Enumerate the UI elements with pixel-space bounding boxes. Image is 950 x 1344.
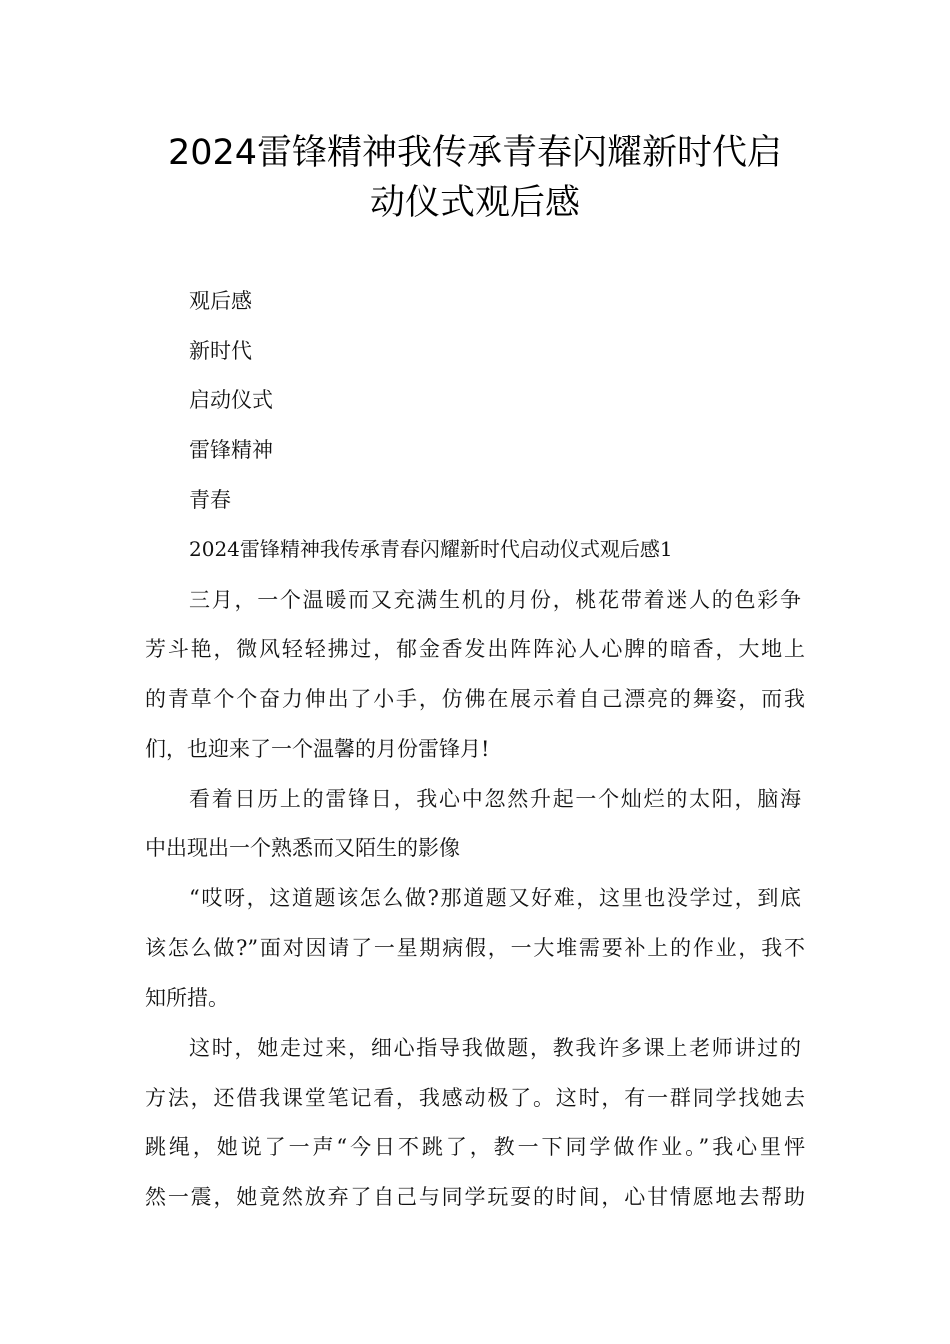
title-line-1: 2024雷锋精神我传承青春闪耀新时代启: [167, 133, 783, 173]
document-title: [120, 128, 830, 228]
paragraph-3-line-2: 该怎么做?”面对因请了一星期病假，一大堆需要补上的作业，我不: [145, 936, 805, 960]
keyword-5: 青春: [189, 488, 231, 512]
paragraph-3-line-1: “哎呀，这道题该怎么做?那道题又好难，这里也没学过，到底: [189, 886, 801, 910]
paragraph-3-line-3: 知所措。: [145, 986, 229, 1010]
paragraph-1-line-2: 芳斗艳，微风轻轻拂过，郁金香发出阵阵沁人心脾的暗香，大地上: [145, 637, 805, 661]
paragraph-1-line-1: 三月，一个温暖而又充满生机的月份，桃花带着迷人的色彩争: [189, 588, 801, 612]
paragraph-4-line-1: 这时，她走过来，细心指导我做题，教我许多课上老师讲过的: [189, 1036, 801, 1060]
keyword-2: 新时代: [189, 339, 252, 363]
paragraph-4-line-2: 方法，还借我课堂笔记看，我感动极了。这时，有一群同学找她去: [145, 1086, 805, 1110]
keyword-1: 观后感: [189, 289, 252, 313]
keyword-4: 雷锋精神: [189, 438, 273, 462]
paragraph-1-line-3: 的青草个个奋力伸出了小手，仿佛在展示着自己漂亮的舞姿，而我: [145, 687, 805, 711]
paragraph-2-line-1: 看着日历上的雷锋日，我心中忽然升起一个灿烂的太阳，脑海: [189, 787, 801, 811]
section-heading: 2024雷锋精神我传承青春闪耀新时代启动仪式观后感1: [189, 537, 673, 561]
paragraph-2-line-2: 中出现出一个熟悉而又陌生的影像: [145, 836, 460, 860]
paragraph-4-line-3: 跳绳，她说了一声“今日不跳了，教一下同学做作业。”我心里怦: [145, 1135, 805, 1159]
paragraph-4-line-4: 然一震，她竟然放弃了自己与同学玩耍的时间，心甘情愿地去帮助: [145, 1185, 805, 1209]
title-line-2: 动仪式观后感: [369, 183, 580, 223]
keyword-3: 启动仪式: [189, 388, 273, 412]
paragraph-1-line-4: 们，也迎来了一个温馨的月份雷锋月!: [145, 737, 490, 761]
